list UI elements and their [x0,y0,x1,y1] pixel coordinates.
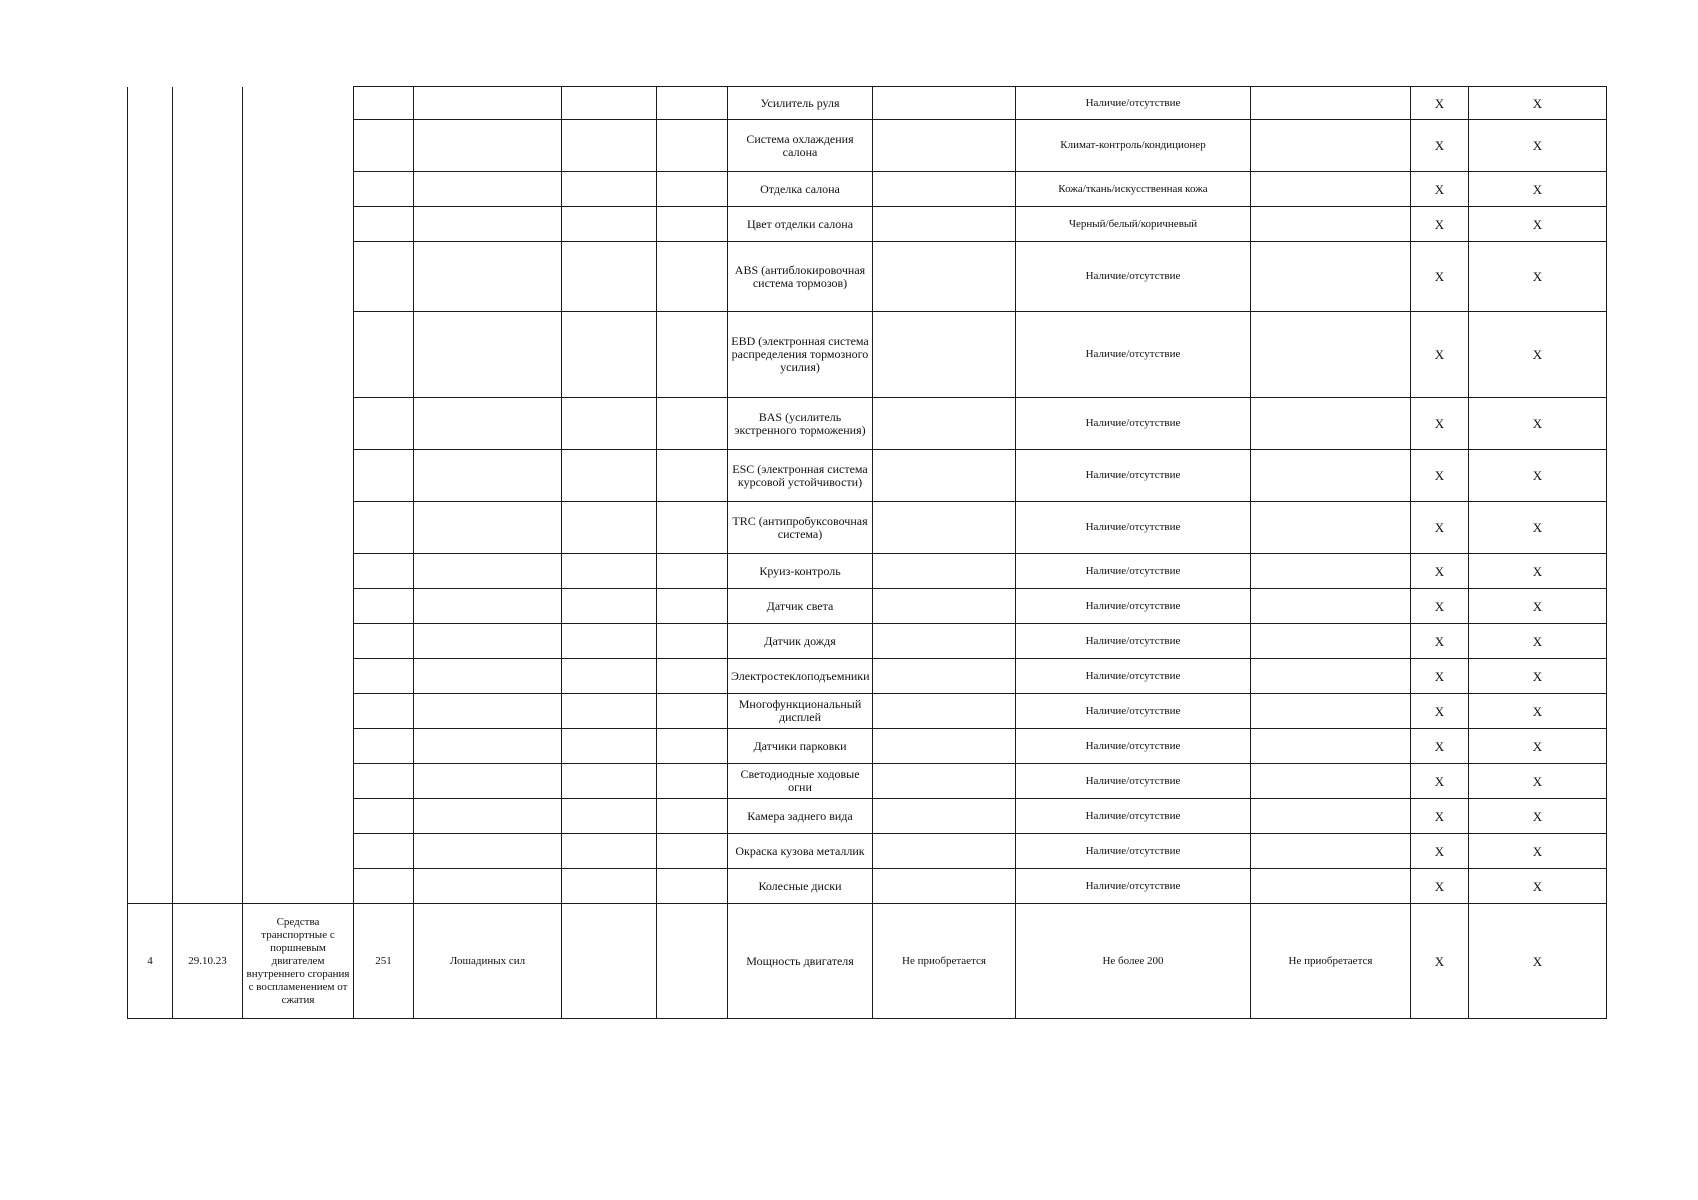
value-cell: Не приобретается [873,904,1016,1019]
unit-cell [414,624,562,659]
characteristic-cell: Датчики парковки [728,729,873,764]
allowed-value-cell: Наличие/отсутствие [1016,729,1251,764]
empty-cell [562,589,657,624]
allowed-value-cell: Наличие/отсутствие [1016,694,1251,729]
mark-cell: X [1411,312,1469,398]
okei-code-cell [354,554,414,589]
okei-code-cell [354,450,414,502]
unit-cell [414,799,562,834]
mark-cell: X [1469,87,1607,120]
okei-code-cell [354,834,414,869]
value-cell-empty [873,659,1016,694]
mark-cell: X [1411,87,1469,120]
characteristic-cell: ABS (антиблокировочная система тормозов) [728,242,873,312]
allowed-value-cell: Наличие/отсутствие [1016,659,1251,694]
empty-cell [657,450,728,502]
mark-cell: X [1469,799,1607,834]
empty-cell [657,589,728,624]
empty-cell [657,554,728,589]
empty-cell [657,659,728,694]
okei-code-cell [354,624,414,659]
empty-cell [562,242,657,312]
empty-cell [562,172,657,207]
value-cell-empty [1251,799,1411,834]
value-cell-empty [1251,502,1411,554]
okei-code-cell [354,172,414,207]
empty-cell [657,729,728,764]
specification-table [127,86,1607,1019]
okpd-code-cell: 29.10.23 [173,904,243,1019]
empty-cell [657,869,728,904]
mark-cell: X [1411,554,1469,589]
value-cell-empty [873,398,1016,450]
unit-cell [414,659,562,694]
empty-cell [657,904,728,1019]
mark-cell: X [1411,799,1469,834]
value-cell-empty [1251,589,1411,624]
unit-cell [414,764,562,799]
allowed-value-cell: Наличие/отсутствие [1016,87,1251,120]
mark-cell: X [1469,589,1607,624]
okei-code-cell [354,207,414,242]
okei-code-cell: 251 [354,904,414,1019]
characteristic-cell: Мощность двигателя [728,904,873,1019]
okei-code-cell [354,799,414,834]
item-name-cell-empty [243,87,354,904]
characteristic-cell: Колесные диски [728,869,873,904]
characteristic-cell: Круиз-контроль [728,554,873,589]
characteristic-cell: Окраска кузова металлик [728,834,873,869]
table-row-item-4 [128,904,1607,1019]
mark-cell: X [1469,659,1607,694]
okei-code-cell [354,869,414,904]
unit-cell [414,694,562,729]
mark-cell: X [1469,834,1607,869]
empty-cell [657,398,728,450]
mark-cell: X [1411,450,1469,502]
mark-cell: X [1469,450,1607,502]
value-cell-empty [873,450,1016,502]
allowed-value-cell: Кожа/ткань/искусственная кожа [1016,172,1251,207]
value-cell-empty [873,207,1016,242]
mark-cell: X [1411,207,1469,242]
value-cell-empty [873,554,1016,589]
table-row [128,87,1607,120]
mark-cell: X [1469,502,1607,554]
value-cell-empty [873,764,1016,799]
mark-cell: X [1411,589,1469,624]
value-cell-empty [1251,207,1411,242]
allowed-value-cell: Наличие/отсутствие [1016,242,1251,312]
unit-cell [414,398,562,450]
value-cell-empty [1251,120,1411,172]
value-cell-empty [1251,694,1411,729]
unit-cell [414,834,562,869]
characteristic-cell: EBD (электронная система распределения тормозного усилия) [728,312,873,398]
okei-code-cell [354,659,414,694]
empty-cell [657,87,728,120]
empty-cell [562,869,657,904]
mark-cell: X [1469,764,1607,799]
empty-cell [657,312,728,398]
value-cell-empty [1251,624,1411,659]
value-cell-empty [1251,764,1411,799]
mark-cell: X [1411,624,1469,659]
empty-cell [562,729,657,764]
value-cell-empty [873,729,1016,764]
table-body [128,87,1607,1019]
mark-cell: X [1411,729,1469,764]
value-cell-empty [873,624,1016,659]
mark-cell: X [1411,834,1469,869]
empty-cell [562,207,657,242]
characteristic-cell: Светодиодные ходовые огни [728,764,873,799]
unit-cell [414,242,562,312]
empty-cell [562,624,657,659]
allowed-value-cell: Наличие/отсутствие [1016,869,1251,904]
value-cell-empty [1251,172,1411,207]
empty-cell [562,120,657,172]
mark-cell: X [1469,398,1607,450]
mark-cell: X [1411,694,1469,729]
mark-cell: X [1469,207,1607,242]
value-cell-empty [873,120,1016,172]
okei-code-cell [354,312,414,398]
empty-cell [562,799,657,834]
allowed-value-cell: Наличие/отсутствие [1016,312,1251,398]
empty-cell [562,904,657,1019]
mark-cell: X [1411,172,1469,207]
allowed-value-cell: Наличие/отсутствие [1016,834,1251,869]
empty-cell [562,659,657,694]
value-cell-empty [1251,869,1411,904]
unit-cell [414,87,562,120]
allowed-value-cell: Наличие/отсутствие [1016,502,1251,554]
okei-code-cell [354,120,414,172]
mark-cell: X [1411,242,1469,312]
mark-cell: X [1469,172,1607,207]
okei-code-cell [354,398,414,450]
mark-cell: X [1469,904,1607,1019]
okpd-code-cell-empty [173,87,243,904]
empty-cell [562,312,657,398]
value-cell-empty [873,312,1016,398]
mark-cell: X [1469,312,1607,398]
empty-cell [562,450,657,502]
empty-cell [657,242,728,312]
item-name-cell: Средства транспортные с поршневым двигателем внутреннего сгорания с воспламенением от сжатия [243,904,354,1019]
value-cell-empty [1251,554,1411,589]
okei-code-cell [354,589,414,624]
empty-cell [562,502,657,554]
characteristic-cell: ESC (электронная система курсовой устойчивости) [728,450,873,502]
allowed-value-cell: Наличие/отсутствие [1016,450,1251,502]
mark-cell: X [1411,764,1469,799]
mark-cell: X [1469,120,1607,172]
value-cell-empty [1251,834,1411,869]
okei-code-cell [354,764,414,799]
characteristic-cell: Датчик дождя [728,624,873,659]
mark-cell: X [1411,904,1469,1019]
value-cell-empty [1251,450,1411,502]
empty-cell [657,799,728,834]
unit-cell [414,502,562,554]
unit-cell [414,120,562,172]
allowed-value-cell: Наличие/отсутствие [1016,554,1251,589]
mark-cell: X [1469,869,1607,904]
characteristic-cell: Цвет отделки салона [728,207,873,242]
characteristic-cell: TRC (антипробуксовочная система) [728,502,873,554]
mark-cell: X [1411,659,1469,694]
mark-cell: X [1469,694,1607,729]
empty-cell [657,764,728,799]
value-cell-empty [1251,87,1411,120]
empty-cell [657,502,728,554]
mark-cell: X [1469,242,1607,312]
mark-cell: X [1411,869,1469,904]
characteristic-cell: Многофункциональный дисплей [728,694,873,729]
mark-cell: X [1411,398,1469,450]
allowed-value-cell: Климат-контроль/кондиционер [1016,120,1251,172]
value-cell-empty [873,694,1016,729]
value-cell-empty [873,799,1016,834]
empty-cell [657,120,728,172]
empty-cell [657,172,728,207]
unit-cell [414,172,562,207]
okei-code-cell [354,502,414,554]
unit-cell [414,729,562,764]
allowed-value-cell: Наличие/отсутствие [1016,624,1251,659]
unit-cell [414,554,562,589]
characteristic-cell: Усилитель руля [728,87,873,120]
value-cell-empty [873,87,1016,120]
allowed-value-cell: Наличие/отсутствие [1016,764,1251,799]
mark-cell: X [1469,554,1607,589]
okei-code-cell [354,729,414,764]
okei-code-cell [354,694,414,729]
value-cell-empty [873,172,1016,207]
characteristic-cell: Система охлаждения салона [728,120,873,172]
unit-cell [414,312,562,398]
allowed-value-cell: Наличие/отсутствие [1016,799,1251,834]
empty-cell [562,87,657,120]
empty-cell [657,207,728,242]
value-cell-empty [873,834,1016,869]
characteristic-cell: Камера заднего вида [728,799,873,834]
unit-cell [414,207,562,242]
empty-cell [657,694,728,729]
value-cell-empty [1251,398,1411,450]
value-cell-empty [873,869,1016,904]
value-cell-empty [873,589,1016,624]
empty-cell [657,834,728,869]
okei-code-cell [354,242,414,312]
allowed-value-cell: Черный/белый/коричневый [1016,207,1251,242]
value-cell-empty [1251,729,1411,764]
unit-cell [414,869,562,904]
empty-cell [562,398,657,450]
characteristic-cell: Электростеклоподъемники [728,659,873,694]
mark-cell: X [1469,624,1607,659]
okei-code-cell [354,87,414,120]
empty-cell [562,834,657,869]
allowed-value-cell: Не более 200 [1016,904,1251,1019]
value-cell-empty [1251,242,1411,312]
characteristic-cell: Отделка салона [728,172,873,207]
value-cell-empty [1251,312,1411,398]
allowed-value-cell: Наличие/отсутствие [1016,589,1251,624]
characteristic-cell: BAS (усилитель экстренного торможения) [728,398,873,450]
mark-cell: X [1411,502,1469,554]
empty-cell [562,554,657,589]
value-cell-empty [1251,659,1411,694]
mark-cell: X [1469,729,1607,764]
unit-cell [414,589,562,624]
unit-cell: Лошадиных сил [414,904,562,1019]
item-number-cell-empty [128,87,173,904]
item-number-cell: 4 [128,904,173,1019]
allowed-value-cell: Наличие/отсутствие [1016,398,1251,450]
empty-cell [562,764,657,799]
value-cell: Не приобретается [1251,904,1411,1019]
empty-cell [562,694,657,729]
characteristic-cell: Датчик света [728,589,873,624]
empty-cell [657,624,728,659]
unit-cell [414,450,562,502]
mark-cell: X [1411,120,1469,172]
value-cell-empty [873,242,1016,312]
value-cell-empty [873,502,1016,554]
